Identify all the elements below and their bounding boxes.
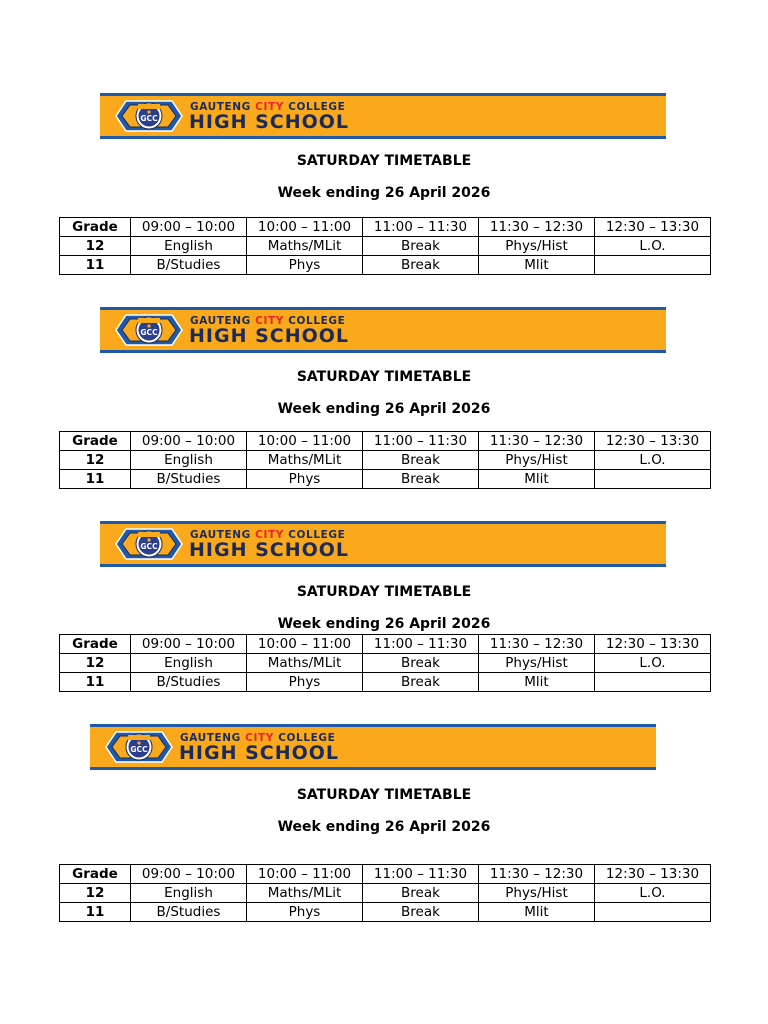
subject-cell: Maths/MLit: [247, 451, 363, 470]
subject-cell: English: [131, 451, 247, 470]
grade-cell: 11: [60, 903, 131, 922]
subject-cell: [595, 903, 711, 922]
grade-header: Grade: [60, 218, 131, 237]
time-slot-header: 11:30 – 12:30: [479, 865, 595, 884]
table-row: [60, 673, 711, 692]
table-row: [60, 451, 711, 470]
time-slot-header: 11:30 – 12:30: [479, 635, 595, 654]
time-slot-header: 12:30 – 13:30: [595, 635, 711, 654]
table-header-row: [60, 432, 711, 451]
week-ending: Week ending 26 April 2026: [277, 185, 491, 201]
grade-cell: 12: [60, 884, 131, 903]
college-name: GAUTENG CITY COLLEGE: [190, 529, 346, 541]
time-slot-header: 12:30 – 13:30: [595, 865, 711, 884]
table-row: [60, 237, 711, 256]
subject-cell: B/Studies: [131, 903, 247, 922]
school-name: HIGH SCHOOL: [179, 742, 340, 764]
school-name: HIGH SCHOOL: [189, 539, 350, 561]
college-name: GAUTENG CITY COLLEGE: [180, 732, 336, 744]
subject-cell: Phys: [247, 470, 363, 489]
time-slot-header: 11:30 – 12:30: [479, 432, 595, 451]
school-crest-icon: [114, 525, 184, 563]
subject-cell: Break: [363, 654, 479, 673]
college-name: GAUTENG CITY COLLEGE: [190, 101, 346, 113]
time-slot-header: 10:00 – 11:00: [247, 865, 363, 884]
subject-cell: B/Studies: [131, 470, 247, 489]
timetable-table: [59, 634, 711, 692]
subject-cell: English: [131, 654, 247, 673]
college-name: GAUTENG CITY COLLEGE: [190, 315, 346, 327]
week-ending: Week ending 26 April 2026: [277, 819, 491, 835]
table-row: [60, 654, 711, 673]
subject-cell: Break: [363, 673, 479, 692]
time-slot-header: 12:30 – 13:30: [595, 432, 711, 451]
time-slot-header: 10:00 – 11:00: [247, 218, 363, 237]
time-slot-header: 11:00 – 11:30: [363, 432, 479, 451]
svg-text:GCC: GCC: [140, 542, 158, 551]
time-slot-header: 11:00 – 11:30: [363, 635, 479, 654]
grade-header: Grade: [60, 432, 131, 451]
timetable-title: SATURDAY TIMETABLE: [296, 584, 472, 600]
grade-header: Grade: [60, 635, 131, 654]
subject-cell: L.O.: [595, 884, 711, 903]
subject-cell: Maths/MLit: [247, 237, 363, 256]
table-header-row: [60, 218, 711, 237]
subject-cell: Break: [363, 884, 479, 903]
subject-cell: English: [131, 237, 247, 256]
subject-cell: Maths/MLit: [247, 884, 363, 903]
table-row: [60, 470, 711, 489]
time-slot-header: 10:00 – 11:00: [247, 635, 363, 654]
subject-cell: Mlit: [479, 903, 595, 922]
timetable-table: [59, 217, 711, 275]
school-name: HIGH SCHOOL: [189, 111, 350, 133]
grade-cell: 12: [60, 237, 131, 256]
school-banner: [100, 521, 666, 567]
time-slot-header: 10:00 – 11:00: [247, 432, 363, 451]
subject-cell: Mlit: [479, 470, 595, 489]
timetable-table: [59, 431, 711, 489]
timetable-table: [59, 864, 711, 922]
school-logo: [114, 525, 184, 563]
subject-cell: Break: [363, 470, 479, 489]
subject-cell: Mlit: [479, 673, 595, 692]
grade-cell: 12: [60, 654, 131, 673]
time-slot-header: 09:00 – 10:00: [131, 432, 247, 451]
school-crest-icon: [114, 311, 184, 349]
timetable-title: SATURDAY TIMETABLE: [296, 153, 472, 169]
subject-cell: Maths/MLit: [247, 654, 363, 673]
table-header-row: [60, 865, 711, 884]
subject-cell: Phys/Hist: [479, 884, 595, 903]
time-slot-header: 11:00 – 11:30: [363, 218, 479, 237]
table-row: [60, 884, 711, 903]
grade-cell: 11: [60, 470, 131, 489]
time-slot-header: 12:30 – 13:30: [595, 218, 711, 237]
school-logo: [114, 311, 184, 349]
svg-text:GCC: GCC: [140, 114, 158, 123]
time-slot-header: 11:30 – 12:30: [479, 218, 595, 237]
subject-cell: [595, 470, 711, 489]
school-banner: [100, 307, 666, 353]
table-header-row: [60, 635, 711, 654]
subject-cell: Phys: [247, 673, 363, 692]
school-name: HIGH SCHOOL: [189, 325, 350, 347]
svg-text:GCC: GCC: [130, 745, 148, 754]
timetable-title: SATURDAY TIMETABLE: [296, 369, 472, 385]
subject-cell: English: [131, 884, 247, 903]
timetable-title: SATURDAY TIMETABLE: [296, 787, 472, 803]
grade-cell: 12: [60, 451, 131, 470]
subject-cell: [595, 673, 711, 692]
subject-cell: Phys/Hist: [479, 654, 595, 673]
subject-cell: Phys: [247, 903, 363, 922]
subject-cell: Phys/Hist: [479, 451, 595, 470]
grade-header: Grade: [60, 865, 131, 884]
subject-cell: Break: [363, 451, 479, 470]
grade-cell: 11: [60, 673, 131, 692]
week-ending: Week ending 26 April 2026: [277, 401, 491, 417]
time-slot-header: 11:00 – 11:30: [363, 865, 479, 884]
week-ending: Week ending 26 April 2026: [277, 616, 491, 632]
school-crest-icon: [104, 728, 174, 766]
svg-text:GCC: GCC: [140, 328, 158, 337]
table-row: [60, 903, 711, 922]
subject-cell: Break: [363, 903, 479, 922]
subject-cell: Phys: [247, 256, 363, 275]
subject-cell: L.O.: [595, 654, 711, 673]
subject-cell: Break: [363, 237, 479, 256]
subject-cell: Break: [363, 256, 479, 275]
grade-cell: 11: [60, 256, 131, 275]
school-banner: [90, 724, 656, 770]
subject-cell: B/Studies: [131, 673, 247, 692]
subject-cell: [595, 256, 711, 275]
subject-cell: Mlit: [479, 256, 595, 275]
table-row: [60, 256, 711, 275]
school-logo: [104, 728, 174, 766]
time-slot-header: 09:00 – 10:00: [131, 218, 247, 237]
school-crest-icon: [114, 97, 184, 135]
subject-cell: Phys/Hist: [479, 237, 595, 256]
subject-cell: L.O.: [595, 451, 711, 470]
school-logo: [114, 97, 184, 135]
time-slot-header: 09:00 – 10:00: [131, 865, 247, 884]
time-slot-header: 09:00 – 10:00: [131, 635, 247, 654]
subject-cell: B/Studies: [131, 256, 247, 275]
subject-cell: L.O.: [595, 237, 711, 256]
school-banner: [100, 93, 666, 139]
